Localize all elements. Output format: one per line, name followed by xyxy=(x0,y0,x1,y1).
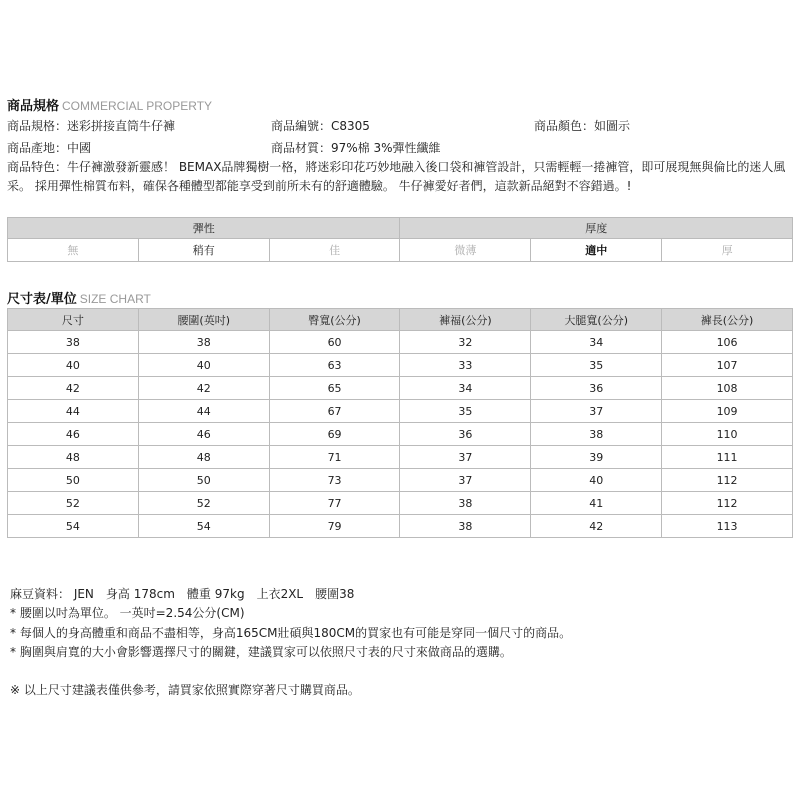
table-cell: 54 xyxy=(8,515,139,538)
table-cell: 63 xyxy=(269,354,400,377)
table-cell: 109 xyxy=(662,400,793,423)
table-cell: 40 xyxy=(531,469,662,492)
table-cell: 38 xyxy=(138,331,269,354)
table-cell: 34 xyxy=(531,331,662,354)
size-chart-title-en: SIZE CHART xyxy=(79,292,151,306)
product-material: 商品材質：97%棉 3%彈性纖維 xyxy=(271,141,441,155)
note-2: * 每個人的身高體重和商品不盡相等，身高165CM壯碩與180CM的買家也有可能是穿同一個尺寸的商品。 xyxy=(10,626,572,640)
table-cell: 52 xyxy=(138,492,269,515)
table-cell: 37 xyxy=(400,446,531,469)
thickness-header: 厚度 xyxy=(400,218,793,239)
table-cell: 41 xyxy=(531,492,662,515)
table-cell: 79 xyxy=(269,515,400,538)
product-name: 商品規格：迷彩拼接直筒牛仔褲 xyxy=(7,119,176,133)
table-cell: 33 xyxy=(400,354,531,377)
table-cell: 38 xyxy=(400,492,531,515)
elasticity-option: 佳 xyxy=(269,239,400,262)
table-cell: 46 xyxy=(8,423,139,446)
table-cell: 67 xyxy=(269,400,400,423)
table-cell: 52 xyxy=(8,492,139,515)
table-cell: 38 xyxy=(400,515,531,538)
table-row xyxy=(8,515,793,538)
size-chart-table xyxy=(7,308,793,538)
product-code: 商品編號：C8305 xyxy=(271,119,370,133)
table-row xyxy=(8,354,793,377)
size-chart-header: 大腿寬(公分) xyxy=(531,309,662,331)
table-cell: 50 xyxy=(138,469,269,492)
table-cell: 35 xyxy=(400,400,531,423)
elasticity-header: 彈性 xyxy=(8,218,400,239)
table-cell: 34 xyxy=(400,377,531,400)
table-cell: 46 xyxy=(138,423,269,446)
table-cell: 69 xyxy=(269,423,400,446)
table-cell: 73 xyxy=(269,469,400,492)
spec-title-zh: 商品規格 xyxy=(7,99,60,114)
table-cell: 111 xyxy=(662,446,793,469)
size-chart-header: 尺寸 xyxy=(8,309,139,331)
table-cell: 38 xyxy=(531,423,662,446)
table-cell: 36 xyxy=(531,377,662,400)
elasticity-option-selected: 稍有 xyxy=(138,239,269,262)
table-cell: 42 xyxy=(531,515,662,538)
table-cell: 37 xyxy=(531,400,662,423)
table-row xyxy=(8,423,793,446)
table-cell: 108 xyxy=(662,377,793,400)
note-1: * 腰圍以吋為單位。 一英吋=2.54公分(CM) xyxy=(10,606,245,620)
table-cell: 44 xyxy=(8,400,139,423)
size-chart-header: 褲長(公分) xyxy=(662,309,793,331)
table-cell: 113 xyxy=(662,515,793,538)
table-cell: 32 xyxy=(400,331,531,354)
table-row xyxy=(8,377,793,400)
size-chart-header: 臀寬(公分) xyxy=(269,309,400,331)
table-cell: 106 xyxy=(662,331,793,354)
note-3: * 胸圍與肩寬的大小會影響選擇尺寸的關鍵，建議買家可以依照尺寸表的尺寸來做商品的選購。 xyxy=(10,645,512,659)
table-cell: 112 xyxy=(662,469,793,492)
model-info: 麻豆資料： JEN 身高 178cm 體重 97kg 上衣2XL 腰圍38 xyxy=(10,587,355,601)
spec-title xyxy=(7,95,212,114)
table-cell: 48 xyxy=(138,446,269,469)
table-cell: 39 xyxy=(531,446,662,469)
table-cell: 36 xyxy=(400,423,531,446)
table-cell: 40 xyxy=(8,354,139,377)
size-chart-header: 褲福(公分) xyxy=(400,309,531,331)
table-row xyxy=(8,331,793,354)
table-cell: 42 xyxy=(8,377,139,400)
table-cell: 37 xyxy=(400,469,531,492)
thickness-option: 微薄 xyxy=(400,239,531,262)
table-cell: 112 xyxy=(662,492,793,515)
table-cell: 107 xyxy=(662,354,793,377)
table-cell: 60 xyxy=(269,331,400,354)
table-row xyxy=(8,446,793,469)
table-cell: 65 xyxy=(269,377,400,400)
product-origin: 商品產地：中國 xyxy=(7,141,92,155)
table-cell: 48 xyxy=(8,446,139,469)
table-cell: 35 xyxy=(531,354,662,377)
attribute-table xyxy=(7,217,793,262)
size-chart-header: 腰圍(英吋) xyxy=(138,309,269,331)
thickness-option-selected: 適中 xyxy=(531,239,662,262)
table-cell: 44 xyxy=(138,400,269,423)
table-cell: 71 xyxy=(269,446,400,469)
disclaimer: ※ 以上尺寸建議表僅供參考，請買家依照實際穿著尺寸購買商品。 xyxy=(10,683,360,697)
table-cell: 50 xyxy=(8,469,139,492)
product-color: 商品顏色：如圖示 xyxy=(534,119,631,133)
elasticity-option: 無 xyxy=(8,239,139,262)
table-row xyxy=(8,469,793,492)
table-cell: 40 xyxy=(138,354,269,377)
size-chart-title xyxy=(7,288,151,307)
spec-title-en: COMMERCIAL PROPERTY xyxy=(62,99,213,113)
table-cell: 110 xyxy=(662,423,793,446)
table-row xyxy=(8,492,793,515)
product-feature: 商品特色：牛仔褲激發新靈感！ BEMAX品牌獨樹一格，將迷彩印花巧妙地融入後口袋和褲管設計，只需輕輕一捲褲管，即可展現無與倫比的迷人風采。 採用彈性棉質布料，確保各種體型都能享受到前所未有的舒適體驗。 牛仔褲愛好者們，這款新品絕對不容錯過。! xyxy=(7,160,786,193)
table-row xyxy=(8,400,793,423)
thickness-option: 厚 xyxy=(662,239,793,262)
table-cell: 38 xyxy=(8,331,139,354)
table-cell: 42 xyxy=(138,377,269,400)
table-cell: 77 xyxy=(269,492,400,515)
size-chart-title-zh: 尺寸表/單位 xyxy=(7,292,77,307)
table-cell: 54 xyxy=(138,515,269,538)
